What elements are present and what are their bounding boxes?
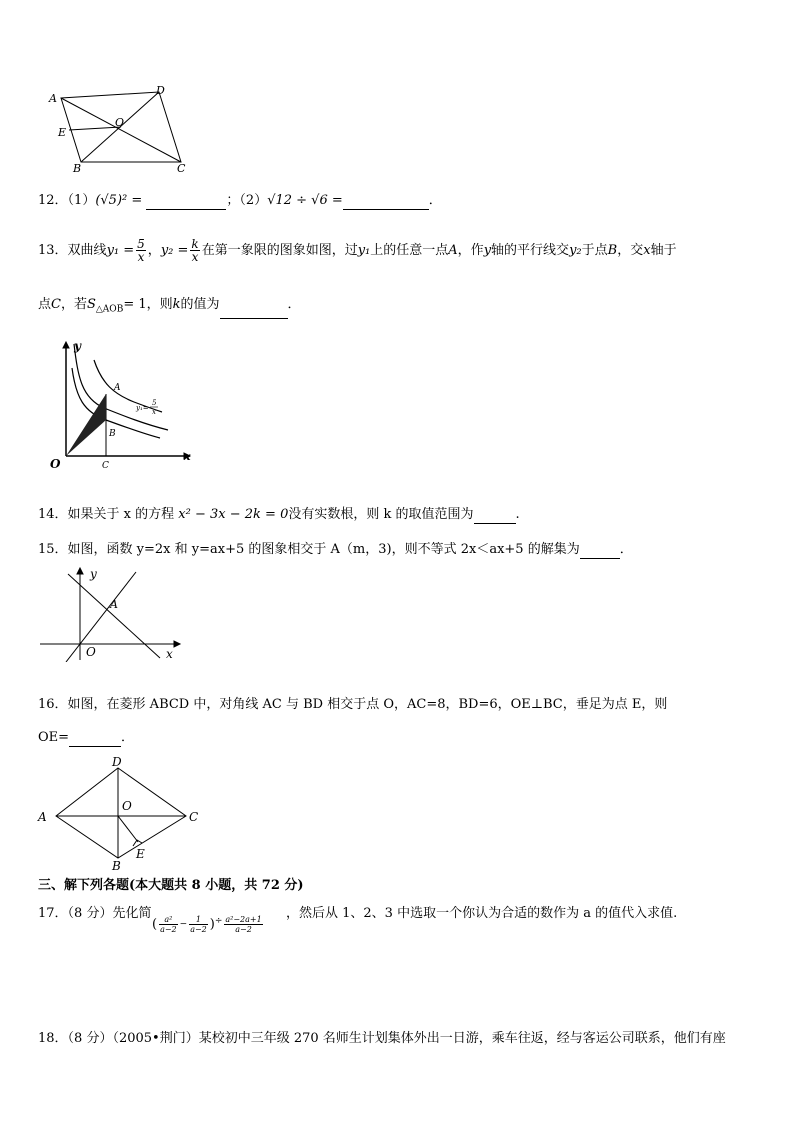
q12-end: ． — [428, 193, 442, 208]
q13-point-b: B — [607, 243, 618, 258]
lines-figure — [36, 564, 186, 662]
q12-answer-blank-2[interactable] — [343, 195, 429, 210]
q17-f1-numerator: a² — [159, 915, 178, 925]
q12-expr1: (√5)² = — [95, 193, 143, 208]
q13-point-c: C — [51, 297, 61, 312]
label-a: A — [49, 92, 57, 105]
label-y1-num: 5 — [152, 399, 157, 407]
diagonal-ac — [61, 98, 181, 162]
label-a: A — [114, 383, 121, 393]
q15-number: 15． — [38, 542, 68, 557]
q13-y2-denominator: x — [191, 250, 199, 264]
curve-y1 — [74, 344, 168, 430]
label-a: A — [110, 598, 118, 611]
x-axis-arrow — [174, 641, 180, 647]
label-a: A — [38, 810, 47, 824]
q13-k: k — [172, 297, 181, 312]
q18-number: 18． — [38, 1031, 68, 1046]
q13-y1-ref: y₁ — [357, 243, 371, 258]
rhombus-outline — [56, 768, 186, 858]
label-d: D — [112, 755, 122, 769]
label-c: C — [102, 461, 109, 470]
q14-number: 14． — [38, 507, 68, 522]
q14-text-2: 没有实数根，则 k 的取值范围为 — [288, 507, 474, 522]
q13-text-8: 轴的平行线交 — [491, 243, 570, 258]
label-x: x — [184, 450, 191, 463]
label-o: O — [122, 799, 132, 813]
q17-minus: − — [179, 919, 188, 930]
q13-text-4: 上的任意一点 — [370, 243, 449, 258]
y-axis-arrow — [63, 342, 69, 348]
label-e: E — [58, 126, 67, 139]
question-17-text-2: ，然后从 1、2、3 中选取一个你认为合适的数作为 a 的值代入求值. — [286, 906, 678, 921]
question-16-line-2 — [38, 729, 134, 747]
label-b: B — [109, 429, 116, 439]
question-13-line-2 — [38, 296, 301, 319]
q13-y2-lhs: y₂ = — [160, 243, 189, 258]
hyperbola-figure — [44, 338, 194, 470]
line-y-2x — [66, 572, 136, 662]
q13-y1-lhs: y₁ = — [106, 243, 135, 258]
parallelogram-figure — [45, 82, 205, 174]
segment-oe — [118, 816, 138, 842]
q13-point-a: A — [448, 243, 458, 258]
label-y1-eq: y₁= — [136, 404, 149, 412]
q12-separator: ； — [226, 193, 240, 208]
q14-equation: x² − 3x − 2k = 0 — [178, 507, 289, 522]
segment-eo — [69, 127, 121, 130]
question-17 — [38, 905, 151, 923]
q17-f3-denominator: a−2 — [235, 925, 252, 934]
q13-end: ． — [287, 297, 301, 312]
label-c: C — [177, 162, 186, 174]
q15-end: ． — [619, 542, 633, 557]
q16-end: ． — [121, 730, 135, 745]
label-y1-den: x — [152, 408, 156, 416]
q15-answer-blank[interactable] — [580, 544, 620, 559]
q13-area-subscript: △AOB — [95, 304, 124, 315]
q18-text: （8 分）（2005•荆门）某校初中三年级 270 名师生计划集体外出一日游，乘车往返，经与客运公司联系，他们有座 — [67, 1031, 726, 1046]
triangle-aob-shaded — [66, 394, 106, 456]
label-e: E — [136, 847, 145, 861]
question-18 — [38, 1030, 726, 1048]
q17-f2-denominator: a−2 — [190, 925, 207, 934]
q16-oe-label: OE= — [38, 730, 70, 745]
rhombus-figure — [36, 754, 206, 874]
q13-text-12: ，交 — [617, 243, 644, 258]
label-o: O — [50, 457, 61, 470]
q13-x-axis: x — [643, 243, 651, 258]
q14-answer-blank[interactable] — [474, 509, 516, 524]
q12-answer-blank-1[interactable] — [146, 195, 226, 210]
question-12 — [38, 192, 442, 210]
q17-divide: ÷ — [214, 916, 223, 926]
q17-f1-denominator: a−2 — [160, 925, 177, 934]
q13-comma: ， — [147, 243, 161, 258]
q13-text-6: ，作 — [457, 243, 484, 258]
q15-text: 如图，函数 y=2x 和 y=ax+5 的图象相交于 A（m，3)，则不等式 2x＜ax+5 的解集为 — [67, 542, 580, 557]
q13-y-axis: y — [483, 243, 492, 258]
label-b: B — [112, 859, 121, 873]
section-3-heading: 三、解下列各题(本大题共 8 小题，共 72 分) — [38, 878, 304, 893]
q13-l2-text-g: ，则 — [146, 297, 173, 312]
label-y: y — [74, 339, 81, 353]
q13-y1-fraction — [136, 238, 146, 263]
q12-part2-label: （2） — [239, 193, 268, 208]
q13-y2-fraction — [190, 238, 199, 263]
q13-l2-text-i: 的值为 — [180, 297, 220, 312]
q13-text-1: 双曲线 — [67, 243, 107, 258]
q13-y1-numerator: 5 — [137, 237, 145, 251]
question-13 — [38, 238, 677, 263]
label-x: x — [166, 647, 173, 661]
q17-number: 17． — [38, 906, 68, 921]
label-d: D — [156, 84, 165, 97]
q12-part1-label: （1） — [67, 193, 96, 208]
q13-text-2: 在第一象限的图象如图，过 — [201, 243, 358, 258]
q13-y2-numerator: k — [191, 237, 199, 251]
line-y-ax-plus-5 — [68, 574, 160, 658]
q13-y2-ref: y₂ — [569, 243, 582, 258]
q12-number: 12． — [38, 193, 68, 208]
q13-answer-blank[interactable] — [220, 304, 288, 319]
y-axis-arrow — [77, 568, 83, 574]
question-15 — [38, 541, 633, 559]
q13-number: 13． — [38, 243, 68, 258]
q13-l2-text-c: ，若 — [60, 297, 87, 312]
q16-text: 如图，在菱形 ABCD 中，对角线 AC 与 BD 相交于点 O，AC=8，BD=6，OE⊥BC，垂足为点 E，则 — [67, 697, 668, 712]
q12-expr2: √12 ÷ √6 = — [267, 193, 343, 208]
question-16 — [38, 696, 667, 714]
q13-y1-denominator: x — [137, 250, 145, 264]
q17-text: （8 分）先化简 — [67, 906, 152, 921]
q16-number: 16． — [38, 697, 68, 712]
q17-f2-numerator: 1 — [189, 915, 208, 925]
label-b: B — [73, 162, 82, 174]
q13-area-s: S — [86, 297, 96, 312]
q17-fraction-1 — [159, 915, 178, 934]
q14-text: 如果关于 x 的方程 — [67, 507, 175, 522]
q17-fraction-3 — [224, 915, 262, 934]
question-14 — [38, 506, 520, 524]
label-y: y — [90, 567, 97, 581]
label-o: O — [86, 645, 96, 659]
q13-text-14: 轴于 — [650, 243, 677, 258]
q14-end: . — [515, 507, 520, 522]
q17-f3-numerator: a²−2a+1 — [225, 915, 262, 924]
q16-answer-blank[interactable] — [69, 732, 121, 747]
q13-area-value: = 1 — [123, 297, 147, 312]
q17-fraction-2 — [189, 915, 208, 934]
q13-text-10: 于点 — [581, 243, 608, 258]
label-o: O — [115, 116, 125, 129]
label-c: C — [189, 810, 199, 824]
q13-l2-text-a: 点 — [38, 297, 52, 312]
q17-expression: ( $\frac{\text{a²}}{a-2}$ − $\frac{1}{a-2}$ )÷ $\frac{\text{a²−2a+1}}{a-2}$ — [152, 915, 262, 934]
